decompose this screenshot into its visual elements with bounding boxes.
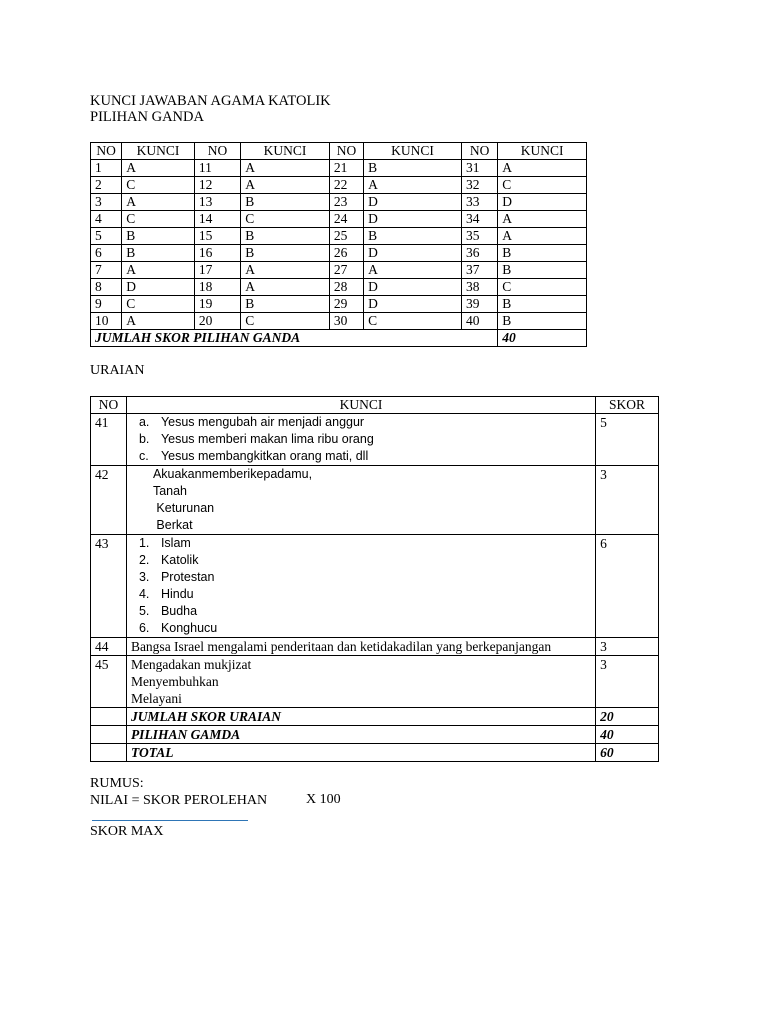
ur-total-row — [91, 708, 659, 726]
pg-kunci-cell: A — [122, 160, 195, 177]
ur-no: 45 — [91, 656, 127, 708]
table-row — [91, 160, 587, 177]
rumus-label: RUMUS: — [90, 776, 144, 791]
pg-kunci-cell: B — [122, 228, 195, 245]
table-row — [91, 177, 587, 194]
pg-no-cell: 23 — [329, 194, 363, 211]
ur-total-value: 20 — [596, 708, 659, 726]
pg-header-cell: NO — [91, 143, 122, 160]
pg-no-cell: 7 — [91, 262, 122, 279]
pg-header-cell: KUNCI — [498, 143, 587, 160]
pg-kunci-cell: A — [364, 177, 462, 194]
ur-no: 42 — [91, 466, 127, 535]
pg-kunci-cell: B — [364, 160, 462, 177]
table-row — [91, 194, 587, 211]
pg-kunci-cell: A — [241, 160, 330, 177]
answer-line: Keturunan — [152, 501, 215, 515]
pg-no-cell: 2 — [91, 177, 122, 194]
rumus-block — [90, 775, 267, 809]
pg-kunci-cell: A — [122, 262, 195, 279]
answer-line: Mengadakan mukjizat — [130, 657, 252, 672]
pg-no-cell: 31 — [461, 160, 497, 177]
pg-no-cell: 22 — [329, 177, 363, 194]
uraian-heading: URAIAN — [90, 363, 145, 378]
pg-kunci-cell: A — [122, 194, 195, 211]
ur-total-label: PILIHAN GAMDA — [126, 726, 595, 744]
pg-kunci-cell: A — [498, 228, 587, 245]
pg-kunci-cell: C — [364, 313, 462, 330]
pg-no-cell: 16 — [194, 245, 240, 262]
ur-total-value: 60 — [596, 744, 659, 762]
ur-answer-lines — [126, 466, 595, 535]
table-row — [91, 279, 587, 296]
pg-no-cell: 9 — [91, 296, 122, 313]
pg-kunci-cell: A — [241, 279, 330, 296]
pg-no-cell: 5 — [91, 228, 122, 245]
pg-total-row — [91, 330, 587, 347]
list-item: a. Yesus mengubah air menjadi anggur — [138, 415, 365, 429]
pg-kunci-cell: D — [364, 245, 462, 262]
pg-kunci-cell: B — [364, 228, 462, 245]
ur-no: 43 — [91, 535, 127, 638]
pg-header-cell: KUNCI — [364, 143, 462, 160]
pg-no-cell: 18 — [194, 279, 240, 296]
pg-kunci-cell: D — [364, 279, 462, 296]
list-item: 3. Protestan — [138, 570, 215, 584]
pg-no-cell: 30 — [329, 313, 363, 330]
pg-no-cell: 29 — [329, 296, 363, 313]
table-row — [91, 313, 587, 330]
ur-header-row — [91, 397, 659, 414]
pg-kunci-cell: A — [364, 262, 462, 279]
ur-skor: 5 — [596, 414, 659, 466]
pg-no-cell: 15 — [194, 228, 240, 245]
ur-header-cell: SKOR — [596, 397, 659, 414]
list-item: 6. Konghucu — [138, 621, 218, 635]
pg-kunci-cell: B — [498, 296, 587, 313]
pg-kunci-cell: B — [498, 245, 587, 262]
pg-no-cell: 6 — [91, 245, 122, 262]
pg-kunci-cell: A — [241, 177, 330, 194]
pg-header-cell: KUNCI — [241, 143, 330, 160]
pg-kunci-cell: A — [122, 313, 195, 330]
pg-kunci-cell: B — [498, 262, 587, 279]
ur-row-41 — [91, 414, 659, 466]
table-row — [91, 211, 587, 228]
pg-total-value: 40 — [498, 330, 587, 347]
pg-kunci-cell: B — [241, 228, 330, 245]
answer-line: Akuakanmemberikepadamu, — [152, 467, 313, 481]
list-item: 2. Katolik — [138, 553, 199, 567]
ur-row-45 — [91, 656, 659, 708]
pg-no-cell: 1 — [91, 160, 122, 177]
ur-skor: 3 — [596, 656, 659, 708]
pg-header-cell: NO — [461, 143, 497, 160]
ur-total-label: TOTAL — [126, 744, 595, 762]
pg-kunci-cell: C — [122, 296, 195, 313]
ur-header-cell: KUNCI — [126, 397, 595, 414]
pg-no-cell: 26 — [329, 245, 363, 262]
list-item: b. Yesus memberi makan lima ribu orang — [138, 432, 374, 446]
pg-kunci-cell: B — [241, 296, 330, 313]
document-title: KUNCI JAWABAN AGAMA KATOLIK — [90, 93, 331, 109]
ur-total-value: 40 — [596, 726, 659, 744]
pg-no-cell: 27 — [329, 262, 363, 279]
pg-kunci-cell: C — [241, 211, 330, 228]
pg-no-cell: 34 — [461, 211, 497, 228]
ur-no: 44 — [91, 638, 127, 656]
pg-kunci-cell: B — [498, 313, 587, 330]
ur-skor: 3 — [596, 466, 659, 535]
pilihan-ganda-table — [90, 142, 587, 347]
pg-no-cell: 32 — [461, 177, 497, 194]
pg-kunci-cell: C — [241, 313, 330, 330]
pg-no-cell: 21 — [329, 160, 363, 177]
ur-total-row — [91, 744, 659, 762]
pg-no-cell: 40 — [461, 313, 497, 330]
pg-total-label: JUMLAH SKOR PILIHAN GANDA — [91, 330, 498, 347]
ur-header-cell: NO — [91, 397, 127, 414]
table-row — [91, 228, 587, 245]
document-subtitle: PILIHAN GANDA — [90, 109, 204, 125]
pg-header-cell: NO — [194, 143, 240, 160]
rumus-denominator: SKOR MAX — [90, 824, 164, 839]
pg-no-cell: 24 — [329, 211, 363, 228]
pg-kunci-cell: C — [122, 211, 195, 228]
pg-header-cell: KUNCI — [122, 143, 195, 160]
pg-kunci-cell: A — [241, 262, 330, 279]
pg-kunci-cell: B — [241, 245, 330, 262]
ur-total-row — [91, 726, 659, 744]
pg-kunci-cell: C — [498, 279, 587, 296]
pg-no-cell: 25 — [329, 228, 363, 245]
pg-kunci-cell: D — [364, 194, 462, 211]
ur-answer-list — [126, 535, 595, 638]
pg-no-cell: 28 — [329, 279, 363, 296]
ur-answer-list — [126, 414, 595, 466]
ur-no: 41 — [91, 414, 127, 466]
answer-line: Menyembuhkan — [130, 674, 219, 689]
pg-kunci-cell: C — [122, 177, 195, 194]
ur-answer-text: Bangsa Israel mengalami penderitaan dan ketidakadilan yang berkepanjangan — [126, 638, 595, 656]
table-row — [91, 262, 587, 279]
pg-header-cell: NO — [329, 143, 363, 160]
pg-kunci-cell: D — [498, 194, 587, 211]
pg-no-cell: 17 — [194, 262, 240, 279]
ur-skor: 3 — [596, 638, 659, 656]
list-item: 4. Hindu — [138, 587, 194, 601]
pg-kunci-cell: D — [122, 279, 195, 296]
pg-header-row — [91, 143, 587, 160]
list-item: 1. Islam — [138, 536, 191, 550]
table-row — [91, 296, 587, 313]
pg-no-cell: 13 — [194, 194, 240, 211]
rumus-multiplier: X 100 — [306, 792, 341, 807]
rumus-formula: NILAI = SKOR PEROLEHAN — [90, 793, 268, 808]
list-item: c. Yesus membangkitkan orang mati, dll — [138, 449, 369, 463]
pg-kunci-cell: B — [241, 194, 330, 211]
pg-no-cell: 3 — [91, 194, 122, 211]
pg-kunci-cell: A — [498, 160, 587, 177]
pg-no-cell: 36 — [461, 245, 497, 262]
ur-answer-lines — [126, 656, 595, 708]
ur-row-43 — [91, 535, 659, 638]
pg-no-cell: 8 — [91, 279, 122, 296]
answer-line: Tanah — [152, 484, 187, 498]
ur-row-42 — [91, 466, 659, 535]
answer-line: Berkat — [152, 518, 193, 532]
table-row — [91, 245, 587, 262]
list-item: 5. Budha — [138, 604, 198, 618]
pg-no-cell: 35 — [461, 228, 497, 245]
pg-no-cell: 39 — [461, 296, 497, 313]
pg-no-cell: 33 — [461, 194, 497, 211]
pg-no-cell: 38 — [461, 279, 497, 296]
pg-no-cell: 11 — [194, 160, 240, 177]
ur-skor: 6 — [596, 535, 659, 638]
pg-no-cell: 20 — [194, 313, 240, 330]
pg-no-cell: 4 — [91, 211, 122, 228]
pg-kunci-cell: C — [498, 177, 587, 194]
pg-no-cell: 10 — [91, 313, 122, 330]
ur-row-44 — [91, 638, 659, 656]
pg-no-cell: 19 — [194, 296, 240, 313]
pg-no-cell: 37 — [461, 262, 497, 279]
answer-line: Melayani — [130, 691, 182, 706]
fraction-line — [92, 820, 248, 821]
pg-no-cell: 14 — [194, 211, 240, 228]
pg-kunci-cell: A — [498, 211, 587, 228]
ur-total-label: JUMLAH SKOR URAIAN — [126, 708, 595, 726]
pg-kunci-cell: D — [364, 211, 462, 228]
uraian-table — [90, 396, 659, 762]
pg-kunci-cell: D — [364, 296, 462, 313]
pg-no-cell: 12 — [194, 177, 240, 194]
pg-kunci-cell: B — [122, 245, 195, 262]
